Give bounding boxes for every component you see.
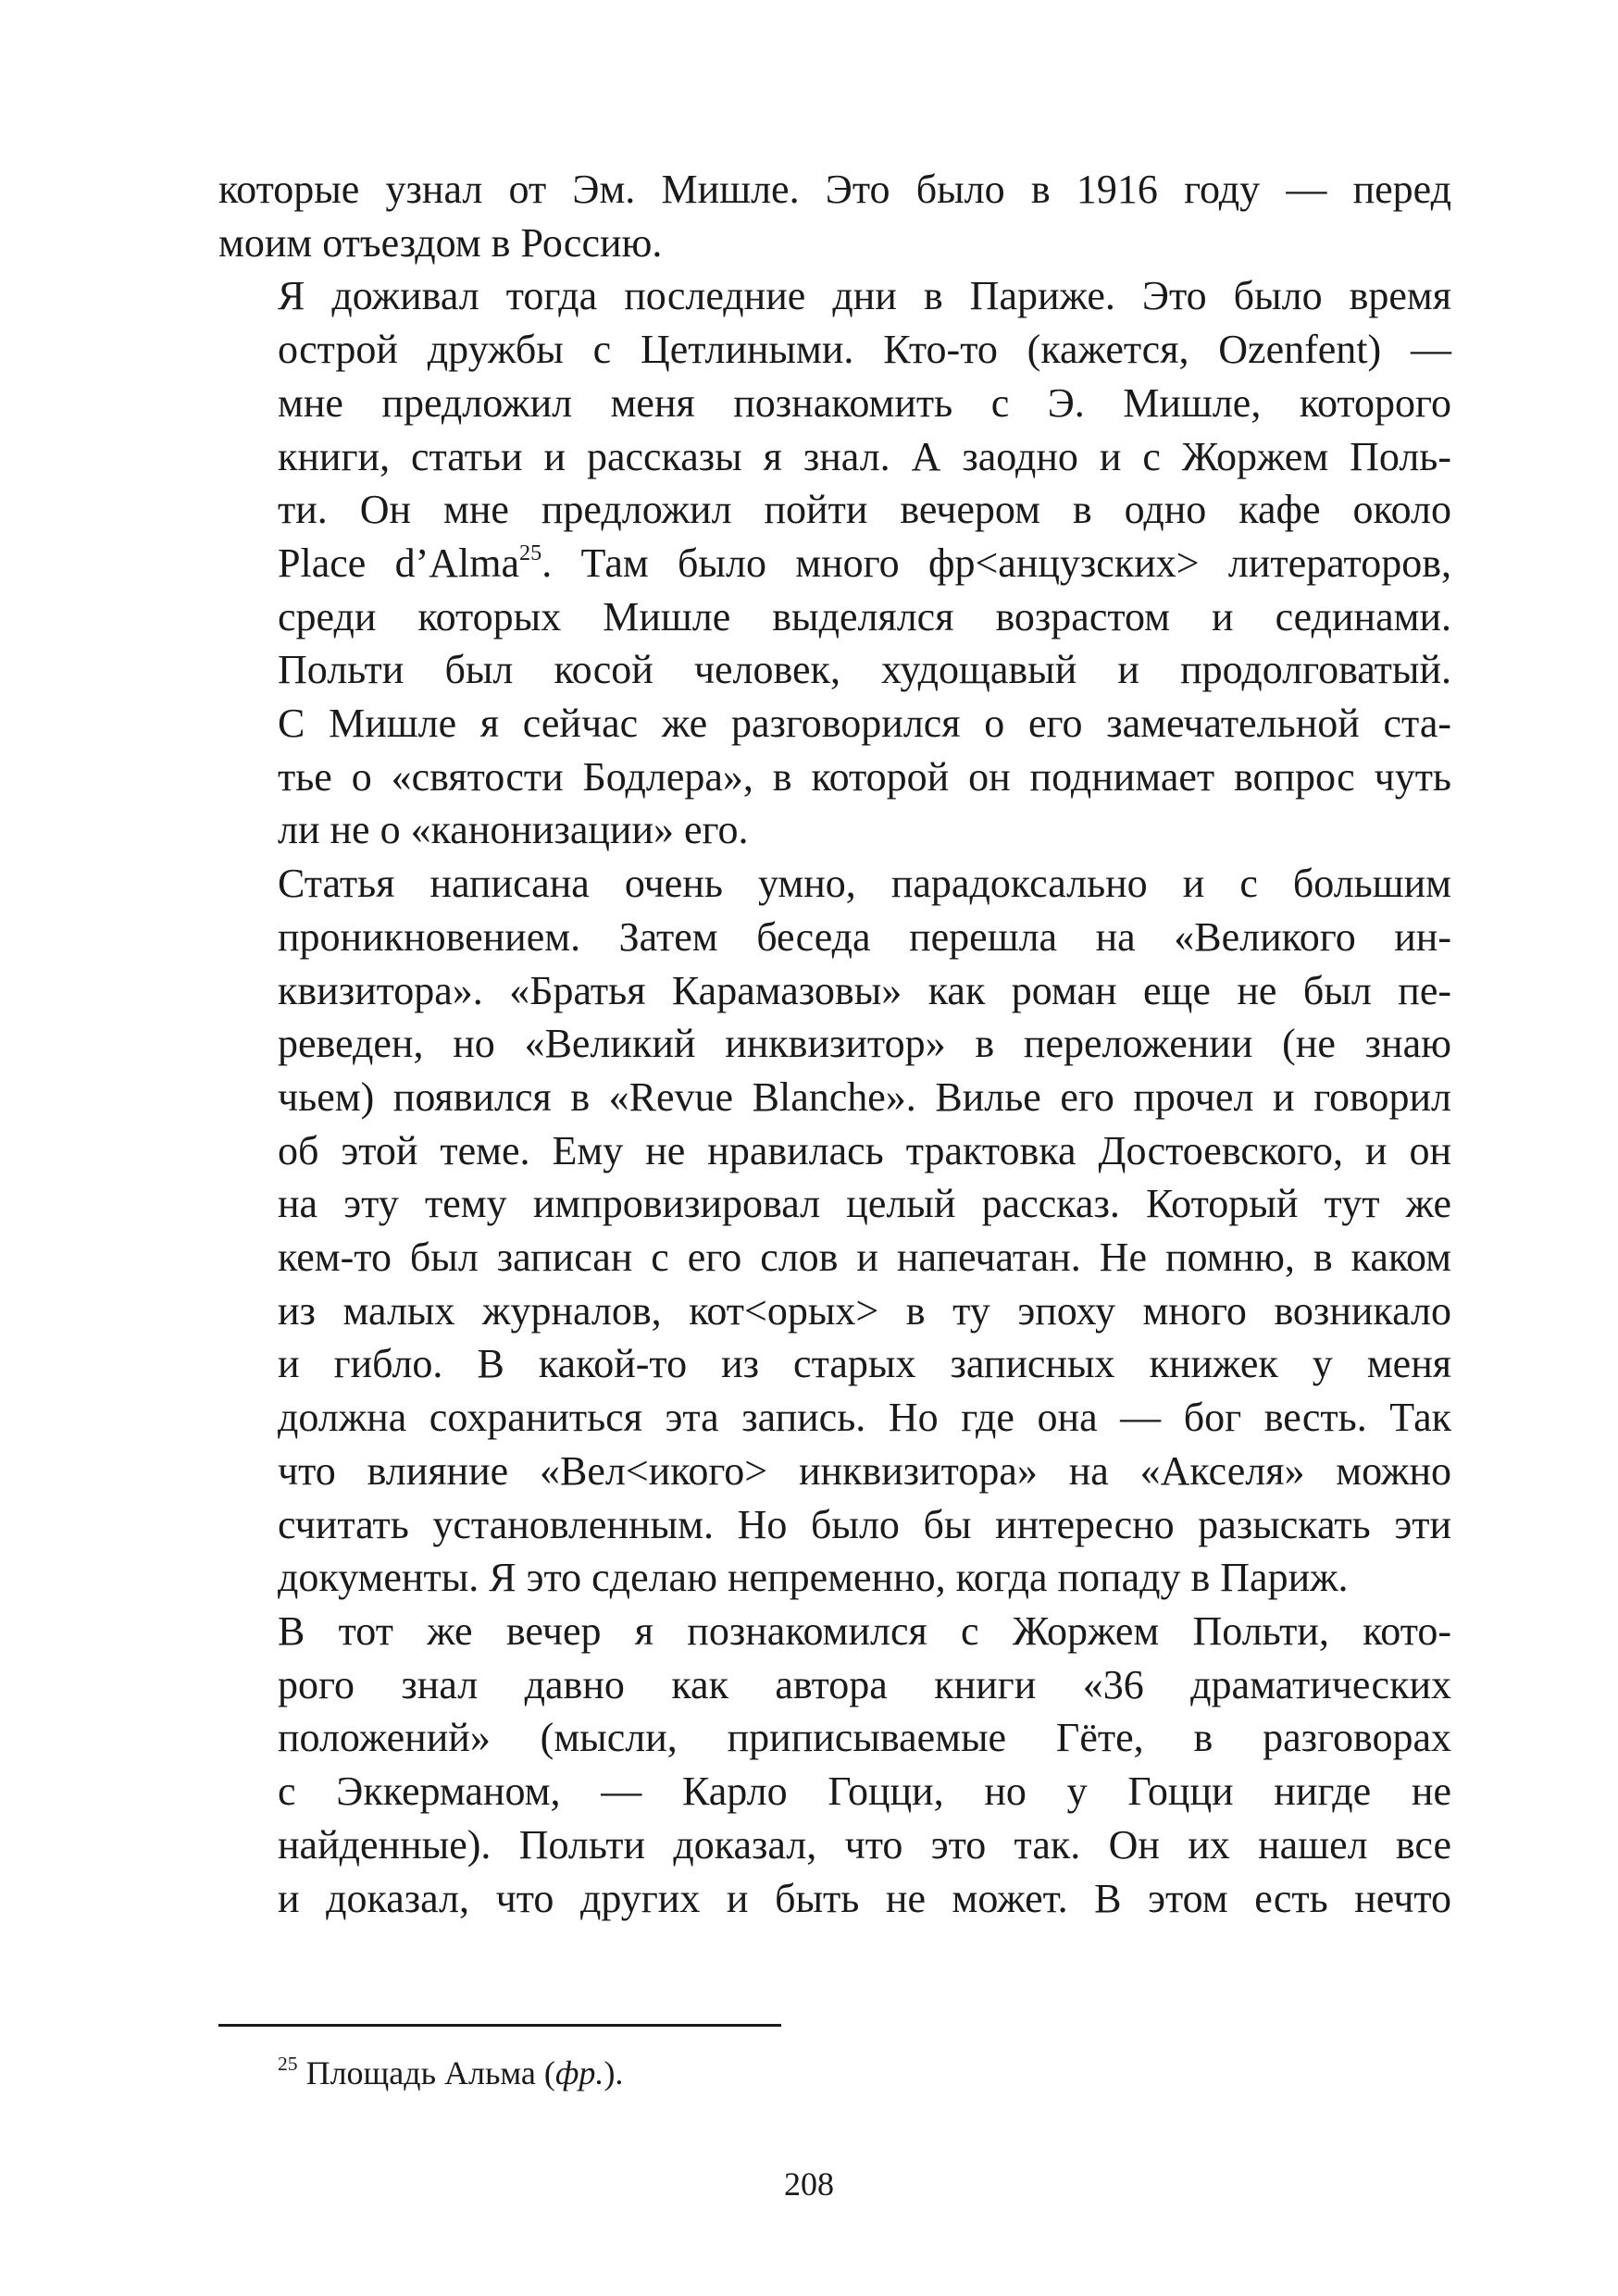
text-line: документы. Я это сделаю непременно, когда попаду в Париж.	[278, 1555, 1349, 1601]
footnote	[278, 2053, 623, 2093]
text-line: чьем) появился в «Revue Blanche». Вилье его прочел и говорил	[278, 1074, 1451, 1120]
text-line: С Мишле я сейчас же разговорился о его замечательной ста-	[278, 701, 1451, 747]
text-line-with-footnote-ref	[218, 537, 1451, 590]
text-line: считать установленным. Но было бы интересно разыскать эти	[278, 1501, 1451, 1547]
text-line: должна сохраниться эта запись. Но где она — бог весть. Так	[278, 1395, 1451, 1441]
text-line: положений» (мысли, приписываемые Гёте, в разговорах	[278, 1715, 1451, 1761]
footnote-separator	[218, 2024, 781, 2027]
text-fragment: Place d’Alma	[278, 540, 520, 586]
text-line: моим отъездом в Россию.	[218, 219, 663, 266]
text-line: что влияние «Вел<икого> инквизитора» на «Акселя» можно	[278, 1447, 1451, 1494]
text-line: квизитора». «Братья Карамазовы» как роман еще не был пе-	[278, 967, 1451, 1013]
paragraph-3	[218, 857, 1451, 1605]
page-number: 208	[784, 2166, 834, 2203]
text-line: об этой теме. Ему не нравилась трактовка Достоевского, и он	[278, 1127, 1451, 1173]
text-line: с Эккерманом, — Карло Гоцци, но у Гоцци нигде не	[278, 1769, 1451, 1815]
footnote-text-end: ).	[604, 2054, 624, 2091]
text-line: мне предложил меня познакомить с Э. Мишле, которого	[278, 379, 1451, 426]
text-line: ли не о «канонизации» его.	[278, 807, 749, 853]
paragraph-1	[218, 163, 1451, 269]
text-line: рого знал давно как автора книги «36 драматических	[278, 1661, 1451, 1707]
footnote-abbreviation: фр.	[554, 2054, 604, 2091]
text-line: книги, статьи и рассказы я знал. А заодно и с Жоржем Поль-	[278, 433, 1451, 479]
paragraph-4	[218, 1605, 1451, 1925]
text-line: проникновением. Затем беседа перешла на «Великого ин-	[278, 913, 1451, 960]
paragraph-2	[218, 269, 1451, 857]
text-line: на эту тему импровизировал целый рассказ. Который тут же	[278, 1181, 1451, 1227]
footnote-number: 25	[278, 2052, 298, 2075]
text-line: реведен, но «Великий инквизитор» в переложении (не знаю	[278, 1021, 1451, 1067]
text-line: и доказал, что других и быть не может. В этом есть нечто	[278, 1875, 1451, 1921]
text-fragment: . Там было много фр<анцузских> литераторов,	[541, 540, 1451, 586]
text-line: найденные). Польти доказал, что это так. Он их нашел все	[278, 1821, 1451, 1868]
text-line: В тот же вечер я познакомился с Жоржем Польти, кото-	[278, 1607, 1451, 1654]
text-line: из малых журналов, кот<орых> в ту эпоху много возникало	[278, 1287, 1451, 1334]
text-line: острой дружбы с Цетлиными. Кто-то (кажется, Ozenfent) —	[278, 327, 1451, 373]
text-line: Польти был косой человек, худощавый и продолговатый.	[278, 647, 1451, 693]
text-line: и гибло. В какой-то из старых записных книжек у меня	[278, 1341, 1451, 1387]
text-line: ти. Он мне предложил пойти вечером в одно кафе около	[278, 487, 1451, 533]
text-line: Статья написана очень умно, парадоксально и с большим	[278, 861, 1451, 907]
text-line: тье о «святости Бодлера», в которой он поднимает вопрос чуть	[278, 753, 1451, 800]
footnote-text: Площадь Альма (	[297, 2054, 555, 2091]
footnote-reference: 25	[519, 540, 542, 565]
text-line: кем-то был записан с его слов и напечатан. Не помню, в каком	[278, 1235, 1451, 1281]
text-line: которые узнал от Эм. Мишле. Это было в 1916 году — перед	[218, 167, 1451, 212]
body-text	[218, 163, 1451, 1925]
text-line: среди которых Мишле выделялся возрастом и сединами.	[278, 593, 1451, 639]
text-line: Я доживал тогда последние дни в Париже. Это было время	[278, 273, 1451, 319]
